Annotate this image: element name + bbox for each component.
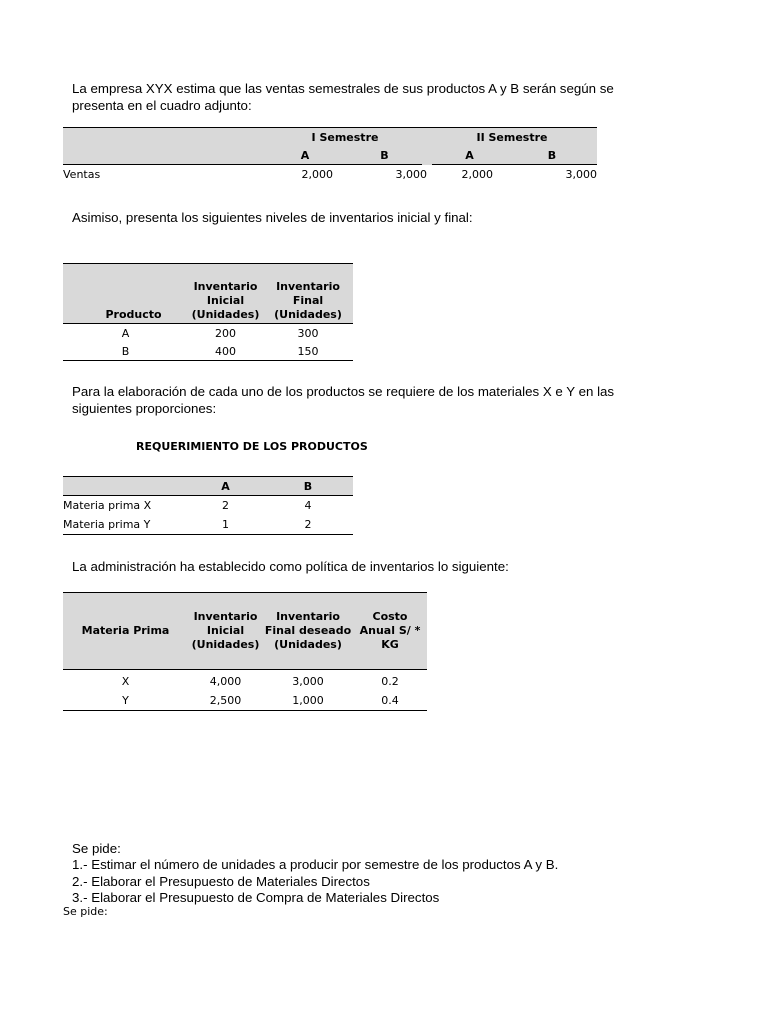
inventory-initial: 200 [215, 326, 236, 340]
list-item: 2.- Elaborar el Presupuesto de Materiales Directos [72, 873, 370, 889]
policy-header-cost: Costo Anual S/ * KG [353, 593, 427, 670]
table-row [63, 342, 353, 361]
requirement-title: REQUERIMIENTO DE LOS PRODUCTOS [136, 440, 368, 453]
table-row [63, 515, 353, 535]
policy-final: 1,000 [263, 691, 353, 711]
sales-header-row [63, 128, 597, 147]
inventory-product: B [63, 342, 188, 361]
policy-cost: 0.2 [381, 675, 399, 688]
policy-paragraph: La administración ha establecido como política de inventarios lo siguiente: [72, 559, 509, 574]
sales-row-label: Ventas [63, 165, 263, 184]
requirement-col-a: A [188, 477, 263, 496]
inventory-header-product: Producto [63, 264, 188, 324]
tasks-heading: Se pide: [72, 841, 121, 856]
inventory-table [63, 263, 353, 361]
intro-paragraph: La empresa XYX estima que las ventas semestrales de sus productos A y B serán según se presenta en el cuadro adjunto: [72, 81, 614, 113]
sales-subheader-row [63, 146, 597, 165]
tasks-list [72, 841, 558, 906]
s2-col-b: B [507, 146, 597, 165]
requirement-a: 2 [222, 499, 229, 512]
s2-b-value: 3,000 [507, 165, 597, 184]
table-row [63, 324, 353, 343]
requirement-col-b: B [263, 477, 353, 496]
inventory-header-row [63, 264, 353, 324]
tasks-footer: Se pide: [63, 905, 108, 918]
inventory-final: 300 [297, 326, 319, 340]
policy-initial: 4,000 [209, 675, 242, 688]
s1-a-value: 2,000 [263, 165, 347, 184]
table-row [63, 670, 427, 692]
materials-paragraph: Para la elaboración de cada uno de los productos se requiere de los materiales X e Y en las siguientes proporciones: [72, 384, 615, 416]
inventory-final: 150 [263, 342, 353, 361]
inventory-header-initial: Inventario Inicial (Unidades) [188, 264, 263, 324]
requirement-a: 1 [188, 515, 263, 535]
inventory-header-final: Inventario Final (Unidades) [263, 264, 353, 324]
table-row [63, 165, 597, 184]
s2-col-a: A [427, 146, 507, 165]
list-item: 3.- Elaborar el Presupuesto de Compra de Materiales Directos [72, 889, 440, 905]
policy-header-initial: Inventario Inicial (Unidades) [188, 593, 263, 670]
requirement-b: 2 [263, 515, 353, 535]
s1-col-a: A [263, 146, 347, 165]
s1-b-value: 3,000 [347, 165, 427, 184]
policy-header-material: Materia Prima [63, 593, 188, 670]
policy-material: X [121, 675, 130, 688]
s1-col-b: B [347, 146, 427, 165]
table-row [63, 496, 353, 516]
policy-material: Y [63, 691, 188, 711]
requirement-label: Materia prima Y [63, 515, 188, 535]
list-item: 1.- Estimar el número de unidades a producir por semestre de los productos A y B. [72, 857, 559, 873]
requirement-header-row [63, 477, 353, 496]
policy-header-final: Inventario Final deseado (Unidades) [263, 593, 353, 670]
s2-a-value: 2,000 [427, 165, 507, 184]
inventory-product: A [121, 326, 130, 340]
policy-final: 3,000 [292, 675, 324, 688]
inventory-initial: 400 [188, 342, 263, 361]
semester-1-header: I Semestre [263, 128, 427, 147]
requirement-b: 4 [304, 499, 312, 512]
inventory-paragraph: Asimiso, presenta los siguientes niveles de inventarios inicial y final: [72, 210, 473, 225]
policy-cost: 0.4 [353, 691, 427, 711]
policy-table [63, 592, 427, 711]
policy-initial: 2,500 [188, 691, 263, 711]
policy-header-row [63, 593, 427, 670]
sales-table [63, 127, 597, 183]
table-row [63, 691, 427, 711]
requirement-label: Materia prima X [63, 499, 152, 512]
requirement-table [63, 476, 353, 535]
semester-2-header: II Semestre [427, 128, 597, 147]
